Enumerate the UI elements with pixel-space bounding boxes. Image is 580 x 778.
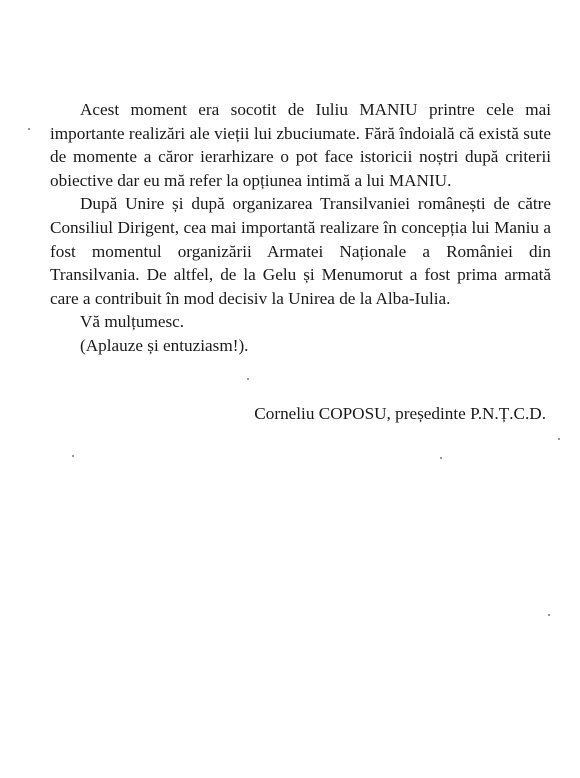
paragraph-national-army: După Unire și după organizarea Transilvaniei românești de către Consiliul Dirigent, cea mai importantă realizare în concepția lui Maniu a fost momentul organizării Armatei Naționale a României din Transilvania. De altfel, de la Gelu și Menumorut a fost prima armată care a contribuit în mod decisiv la Unirea de la Alba-Iulia. xyxy=(50,194,551,308)
audience-reaction: (Aplauze și entuziasm!). xyxy=(80,335,249,355)
paragraph-maniu-moment: Acest moment era socotit de Iuliu MANIU printre cele mai importante realizări ale vieții lui zbuciumate. Fără îndoială că există sute de momente a căror ierarhizare o pot face istoricii noștri după criterii obiective dar eu mă refer la opțiunea intimă a lui MANIU. xyxy=(50,100,551,190)
author-signature: Corneliu COPOSU, președinte P.N.Ț.C.D. xyxy=(254,404,546,423)
scan-speck xyxy=(558,438,560,440)
scan-speck xyxy=(548,614,550,616)
scan-speck xyxy=(28,128,30,130)
scan-speck xyxy=(440,457,442,459)
scan-speck xyxy=(247,378,249,380)
document-body xyxy=(50,98,551,358)
scan-speck xyxy=(72,455,74,457)
closing-thanks: Vă mulțumesc. xyxy=(80,312,185,332)
